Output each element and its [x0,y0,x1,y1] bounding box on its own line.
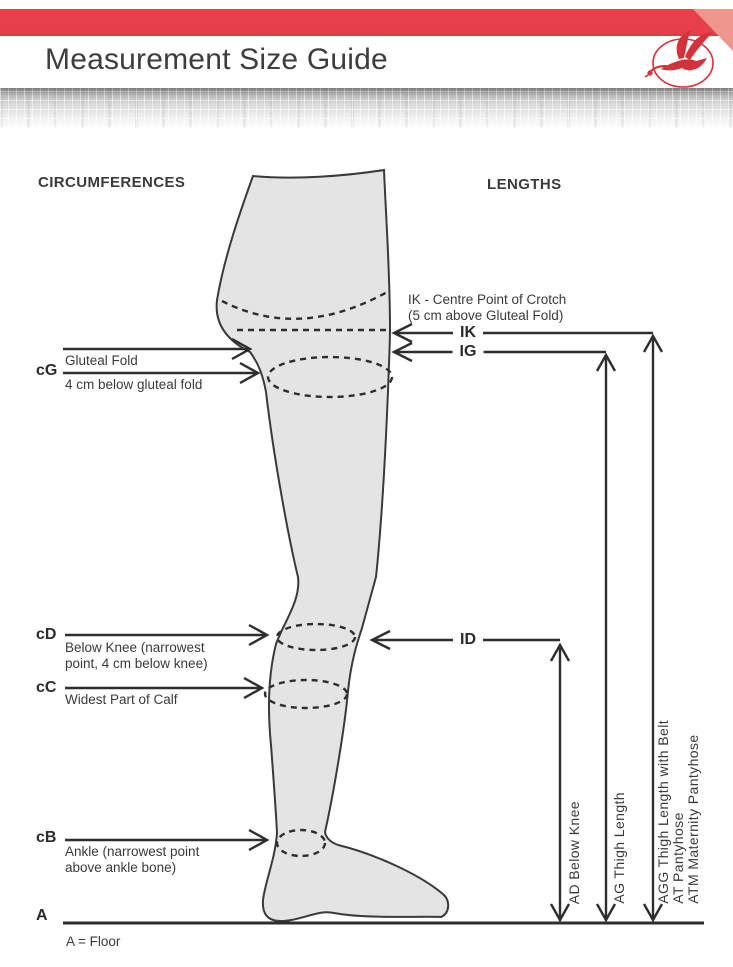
cd-description-label: Below Knee (narrowest point, 4 cm below knee) [65,640,208,671]
cc-description-label: Widest Part of Calf [65,692,178,707]
crotch-note-line1: IK - Centre Point of Crotch [408,292,567,307]
ad-below-knee-label: AD Below Knee [566,800,582,904]
cb-description-label: Ankle (narrowest point above ankle bone) [65,844,200,875]
floor-label: A = Floor [66,934,121,949]
a-code-label: A [36,907,48,924]
at-pantyhose-label: AT Pantyhose [670,812,686,904]
agg-thigh-length-belt-label: AGG Thigh Length with Belt [655,720,671,904]
ag-thigh-length-label: AG Thigh Length [611,792,627,904]
agg-at-atm-label-group [656,720,701,904]
header-red-bar [0,9,733,36]
circumferences-heading: CIRCUMFERENCES [38,174,186,191]
cg-gluteal-fold-label: Gluteal Fold [65,353,138,368]
cb-code-label: cB [36,829,57,846]
crotch-note [408,292,566,323]
ik-code-label: IK [453,324,483,342]
crotch-note-line2: (5 cm above Gluteal Fold) [408,307,564,323]
cd-code-label: cD [36,626,57,643]
ig-arrow-line [394,343,606,361]
title-band [0,36,733,88]
ik-arrow-line [394,324,653,342]
cg-code-label: cG [36,362,58,379]
id-code-label: ID [453,631,483,649]
leg-silhouette [217,170,449,921]
cc-code-label: cC [36,679,57,696]
ig-code-label: IG [453,343,484,361]
atm-maternity-pantyhose-label: ATM Maternity Pantyhose [685,734,701,904]
page-title: Measurement Size Guide [45,43,388,76]
lengths-heading: LENGTHS [487,176,562,193]
brand-bird-logo-icon [643,28,717,92]
cg-below-fold-label: 4 cm below gluteal fold [65,377,203,392]
